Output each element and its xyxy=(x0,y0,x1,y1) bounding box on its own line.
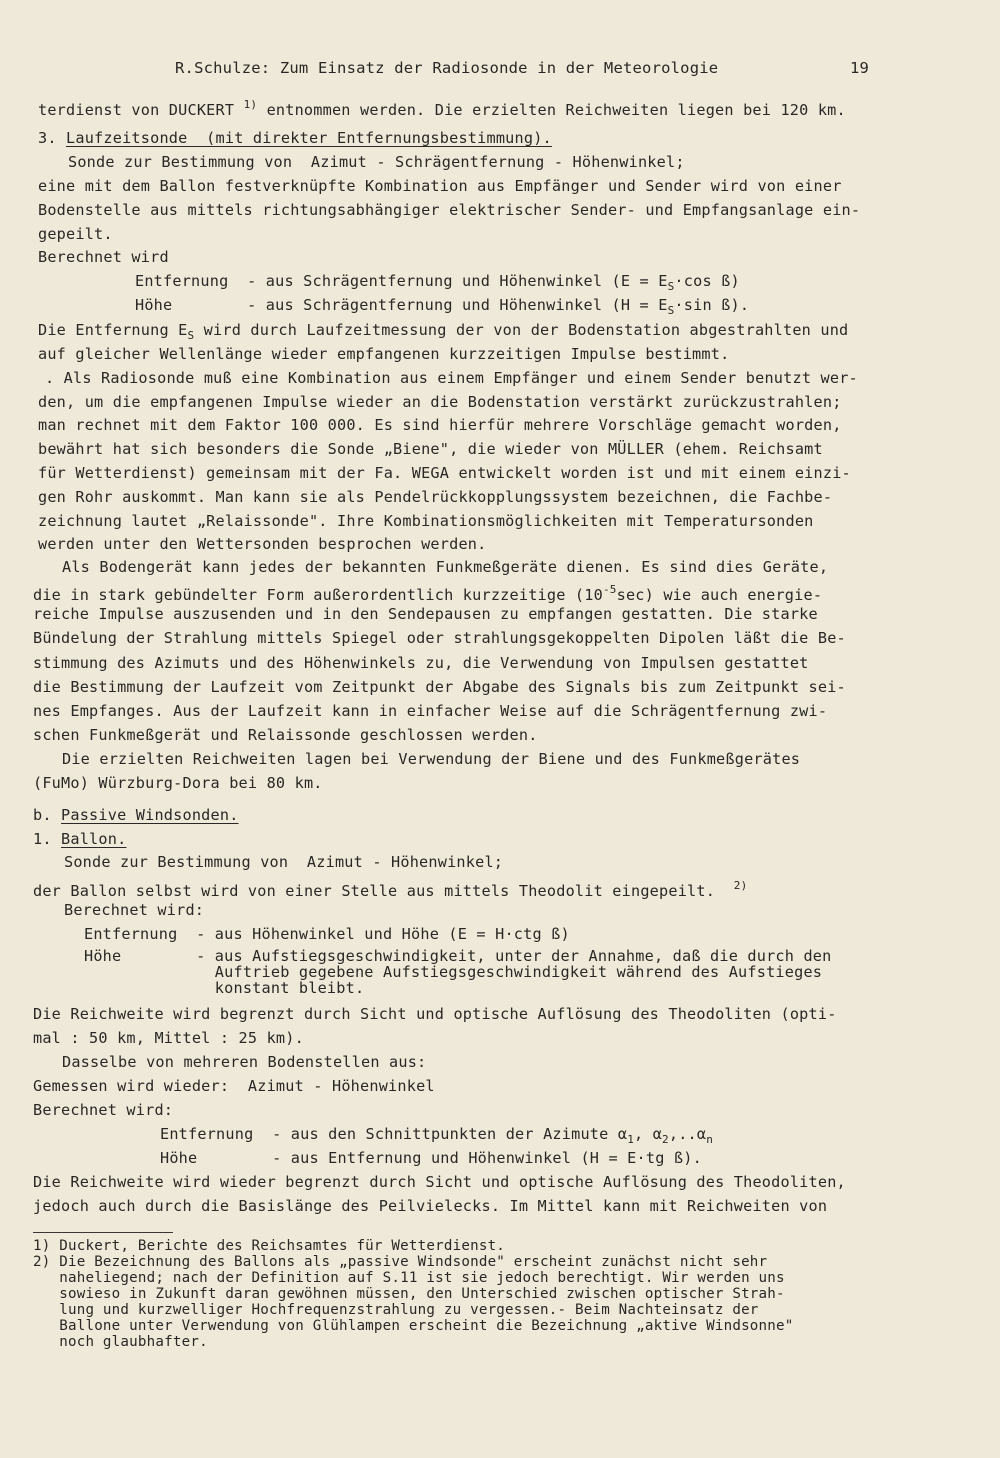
formula-line: Entfernung - aus Schrägentfernung und Höhenwinkel ($E = E_S\cdot\cos$ ß) xyxy=(135,272,740,293)
footnote-2-line: lung und kurzwelliger Hochfrequenzstrahlung zu vergessen.- Beim Nachteinsatz der xyxy=(33,1302,759,1318)
body-line: man rechnet mit dem Faktor 100 000. Es sind hierfür mehrere Vorschläge gemacht worden, xyxy=(38,416,842,434)
section-heading: b. Passive Windsonden. xyxy=(33,806,239,824)
body-line: auf gleicher Wellenlänge wieder empfangenen kurzzeitigen Impulse bestimmt. xyxy=(38,345,730,363)
footnote-2-line: Ballone unter Verwendung von Glühlampen erscheint die Bezeichnung „aktive Windsonne" xyxy=(33,1318,794,1334)
body-line: nes Empfanges. Aus der Laufzeit kann in einfacher Weise auf die Schrägentfernung zwi- xyxy=(33,702,828,720)
body-line: Die Reichweite wird begrenzt durch Sicht und optische Auflösung des Theodoliten (opti- xyxy=(33,1005,837,1023)
body-line: Die Reichweite wird wieder begrenzt durch Sicht und optische Auflösung des Theodoliten, xyxy=(33,1173,846,1191)
body-line: stimmung des Azimuts und des Höhenwinkels zu, die Verwendung von Impulsen gestattet xyxy=(33,654,809,672)
body-line: die Bestimmung der Laufzeit vom Zeitpunkt der Abgabe des Signals bis zum Zeitpunkt sei- xyxy=(33,678,846,696)
body-line: den, um die empfangenen Impulse wieder an die Bodenstation verstärkt zurückzustrahlen; xyxy=(38,393,842,411)
subsection-heading: 1. Ballon. xyxy=(33,830,127,848)
formula-line: konstant bleibt. xyxy=(84,979,365,997)
body-line: für Wetterdienst) gemeinsam mit der Fa. WEGA entwickelt worden ist und mit einem einzi- xyxy=(38,464,851,482)
body-line: (FuMo) Würzburg-Dora bei 80 km. xyxy=(33,774,323,792)
body-line: Die Entfernung $E_S$ wird durch Laufzeitmessung der von der Bodenstation abgestrahlten und xyxy=(38,321,849,342)
footnote-reference: 1) xyxy=(243,98,258,111)
running-title: R.Schulze: Zum Einsatz der Radiosonde in der Meteorologie xyxy=(175,59,719,77)
footnote-2-line: naheliegend; nach der Definition auf S.11 ist sie jedoch berechtigt. Wir werden uns xyxy=(33,1270,785,1286)
page-number: 19 xyxy=(850,59,870,77)
body-line: gepeilt. xyxy=(38,225,113,243)
body-line: Bündelung der Strahlung mittels Spiegel oder strahlungsgekoppelten Dipolen läßt die Be- xyxy=(33,629,846,647)
body-line: terdienst von DUCKERT $^{1)}$ entnommen werden. Die erzielten Reichweiten liegen bei 120 km. xyxy=(38,98,846,119)
body-line: eine mit dem Ballon festverknüpfte Kombination aus Empfänger und Sender wird von einer xyxy=(38,177,842,195)
footnote-reference: 2) xyxy=(733,879,748,892)
body-line: Als Bodengerät kann jedes der bekannten Funkmeßgeräte dienen. Es sind dies Geräte, xyxy=(62,558,829,576)
body-line: Gemessen wird wieder: Azimut - Höhenwinkel xyxy=(33,1077,435,1095)
body-line: bewährt hat sich besonders die Sonde „Biene", die wieder von MÜLLER (ehem. Reichsamt xyxy=(38,440,823,458)
body-line: jedoch auch durch die Basislänge des Peilvielecks. Im Mittel kann mit Reichweiten von xyxy=(33,1197,828,1215)
body-line: reiche Impulse auszusenden und in den Sendepausen zu empfangen gestatten. Die starke xyxy=(33,605,818,623)
body-line: mal : 50 km, Mittel : 25 km). xyxy=(33,1029,304,1047)
formula-line: Höhe - aus Schrägentfernung und Höhenwinkel ($H = E_S\cdot\sin$ ß). xyxy=(135,296,750,317)
formula-line: Entfernung - aus Höhenwinkel und Höhe (E = H·ctg ß) xyxy=(84,925,570,943)
formula-line: Höhe - aus Aufstiegsgeschwindigkeit, unter der Annahme, daß die durch den xyxy=(84,947,832,965)
formula-line: Auftrieb gegebene Aufstiegsgeschwindigkeit während des Aufstieges xyxy=(84,963,823,981)
footnote-2-line: noch glaubhafter. xyxy=(33,1334,208,1350)
body-line: Berechnet wird: xyxy=(64,901,205,919)
body-line: Sonde zur Bestimmung von Azimut - Schrägentfernung - Höhenwinkel; xyxy=(68,153,685,171)
body-line: die in stark gebündelter Form außerordentlich kurzzeitige $(10^{-5}\sec)$ wie auch energie- xyxy=(33,583,823,604)
footnote-1: 1) Duckert, Berichte des Reichsamtes für Wetterdienst. xyxy=(33,1238,506,1254)
formula-line: Höhe - aus Entfernung und Höhenwinkel (H = E·tg ß). xyxy=(160,1149,702,1167)
body-line: Sonde zur Bestimmung von Azimut - Höhenwinkel; xyxy=(64,853,504,871)
body-line: werden unter den Wettersonden besprochen werden. xyxy=(38,535,487,553)
footnote-2: 2) Die Bezeichnung des Ballons als „passive Windsonde" erscheint zunächst nicht sehr xyxy=(33,1254,768,1270)
body-line: gen Rohr auskommt. Man kann sie als Pendelrückkopplungssystem bezeichnen, die Fachbe- xyxy=(38,488,833,506)
body-line: Die erzielten Reichweiten lagen bei Verwendung der Biene und des Funkmeßgerätes xyxy=(62,750,801,768)
body-line: zeichnung lautet „Relaissonde". Ihre Kombinationsmöglichkeiten mit Temperatursonden xyxy=(38,512,814,530)
footnote-rule xyxy=(33,1232,173,1233)
body-line: schen Funkmeßgerät und Relaissonde geschlossen werden. xyxy=(33,726,538,744)
section-heading: 3. Laufzeitsonde (mit direkter Entfernungsbestimmung). xyxy=(38,129,552,147)
body-line: der Ballon selbst wird von einer Stelle aus mittels Theodolit eingepeilt. $^{2)}$ xyxy=(33,879,748,900)
body-line: . Als Radiosonde muß eine Kombination aus einem Empfänger und einem Sender benutzt wer- xyxy=(45,369,858,387)
body-line: Berechnet wird: xyxy=(33,1101,174,1119)
formula-line: Entfernung - aus den Schnittpunkten der Azimute $\alpha_1$, $\alpha_2,..\alpha_n$ xyxy=(160,1125,714,1146)
footnote-2-line: sowieso in Zukunft daran gewöhnen müssen, den Unterschied zwischen optischer Strah- xyxy=(33,1286,785,1302)
body-line: Bodenstelle aus mittels richtungsabhängiger elektrischer Sender- und Empfangsanlage ein- xyxy=(38,201,861,219)
body-line: Berechnet wird xyxy=(38,248,169,266)
body-line: Dasselbe von mehreren Bodenstellen aus: xyxy=(62,1053,427,1071)
